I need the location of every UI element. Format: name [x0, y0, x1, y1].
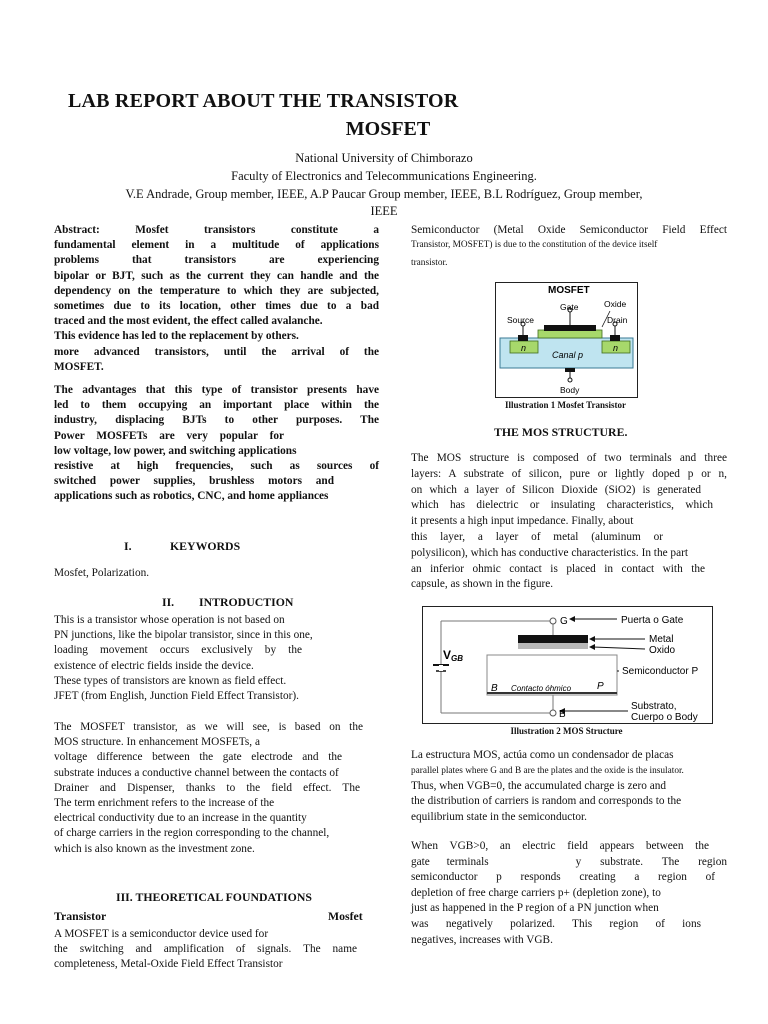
after-fig2-p2-line-3: semiconductor p responds creating a region of — [411, 871, 715, 884]
abstract-p2-line-4-text: Power MOSFETs are very popular for — [54, 429, 285, 442]
after-fig2-line-5: equilibrium state in the semiconductor. — [411, 810, 588, 823]
abstract-paragraph-2 — [54, 383, 379, 505]
authors-line-1: V.E Andrade, Group member, IEEE, A.P Paucar Group member, IEEE, B.L Rodríguez, Group member, — [125, 187, 643, 201]
authors-line-2: IEEE — [370, 204, 398, 218]
intro-p2-line-3: voltage difference between the gate electrode and the — [54, 751, 342, 764]
introduction-paragraph-1 — [54, 613, 379, 704]
abstract-line-3: problems that transistors are experiencing — [54, 254, 379, 267]
abstract-p2-line-3: industry, displacing BJTs to other purposes. The — [54, 414, 379, 427]
mos-line-1: The MOS structure is composed of two terminals and three — [411, 452, 727, 464]
after-fig2-p2-line-7: negatives, increases with VGB. — [411, 933, 553, 946]
fig2-g-terminal — [550, 618, 556, 624]
fig2-substrato-label: Substrato, — [631, 701, 677, 712]
intro-p1-line-6: JFET (from English, Junction Field Effect Transistor). — [54, 690, 299, 703]
fig2-oxido-label: Oxido — [649, 645, 676, 656]
intro-p1-line-5: These types of transistors are known as field effect. — [54, 674, 287, 687]
mos-line-2: layers: A substrate of silicon, pure or lightly doped p or n, — [411, 467, 727, 480]
abstract-line-6: sometimes due to its location, other times due to a bad — [54, 300, 379, 313]
university: National University of Chimborazo — [295, 151, 473, 165]
intro-p1-line-1: This is a transistor whose operation is not based on — [54, 614, 285, 626]
figure-1-mosfet — [495, 282, 638, 398]
after-fig2-p2-line-4: depletion of free charge carriers p+ (depletion zone), to — [411, 886, 661, 899]
intro-p2-line-1: The MOSFET transistor, as we will see, is based on the — [54, 721, 363, 733]
figure-1-caption: Illustration 1 Mosfet Transistor — [505, 400, 626, 410]
fig1-source-label: Source — [507, 315, 534, 325]
mos-line-6: this layer, a layer of metal (aluminum or — [411, 530, 663, 543]
right-top-line-3: transistor. — [411, 257, 448, 268]
after-figure-2-paragraph-2 — [411, 839, 727, 948]
keywords-num: I. — [124, 539, 132, 553]
fig2-vgb-sub: GB — [451, 654, 464, 663]
fig2-p-label: P — [597, 681, 604, 692]
abstract-line — [54, 223, 379, 238]
title-line-1: LAB REPORT ABOUT THE TRANSISTOR — [68, 90, 459, 112]
fig1-body-terminal — [568, 378, 572, 382]
theory-line-3: completeness, Metal-Oxide Field Effect Transistor — [54, 958, 283, 971]
theory-sub-left: Transistor — [54, 909, 107, 923]
fig1-canal-label: Canal p — [552, 350, 584, 360]
intro-p2-line-6: The term enrichment refers to the increase of the — [54, 797, 275, 810]
abstract-line-7: traced and the most evident, the effect called avalanche. — [54, 315, 323, 328]
abstract-p2-line-7: switched power supplies, brushless motors and — [54, 475, 334, 488]
abstract-p2-line-5: low voltage, low power, and switching applications — [54, 444, 297, 457]
intro-p2-line-4: substrate induces a conductive channel between the contacts of — [54, 766, 339, 779]
figure-2-mos-structure — [422, 606, 713, 724]
abstract — [54, 223, 379, 375]
fig1-n-right-label: n — [613, 343, 619, 353]
fig2-arrow-oxide-head — [589, 644, 595, 650]
right-top-line-2: Transistor, MOSFET) is due to the constitution of the device itself — [411, 240, 658, 251]
after-fig2-line-4: the distribution of carriers is random and corresponds to the — [411, 795, 682, 808]
theory-line-1: A MOSFET is a semiconductor device used for — [54, 928, 269, 940]
fig1-n-left-label: n — [521, 343, 527, 353]
fig1-oxide — [538, 330, 602, 338]
figure-2-caption: Illustration 2 MOS Structure — [510, 726, 623, 736]
fig2-g-label: G — [560, 616, 568, 627]
abstract-line-2: fundamental element in a multitude of applications — [54, 239, 379, 252]
after-fig2-p2-line-6: was negatively polarized. This region of ions — [411, 917, 701, 930]
mosfet-diagram — [496, 283, 637, 397]
abstract-line-8: This evidence has led to the replacement by others. — [54, 330, 299, 343]
fig2-metal-label: Metal — [649, 634, 674, 645]
mos-line-5: it presents a high input impedance. Finally, about — [411, 515, 634, 528]
fig1-gate-label: Gate — [560, 302, 579, 312]
mos-line-4: which has dielectric or insulating characteristics, which — [411, 499, 713, 512]
fig2-vgb-main: V — [443, 648, 452, 662]
abstract-line-1: Mosfet transistors constitute a — [135, 224, 380, 236]
fig2-cuerpo-label: Cuerpo o Body — [631, 712, 698, 723]
fig1-body-contact — [565, 368, 575, 372]
fig2-b-bottom-label: B — [559, 709, 566, 720]
fig2-arrow-gate-head — [569, 616, 575, 622]
intro-p2-line-9: which is also known as the investment zone. — [54, 842, 255, 855]
intro-p2-line-5: Drainer and Dispenser, thanks to the field effect. The — [54, 781, 360, 794]
abstract-line-4: bipolar or BJT, such as the current they can handle and the — [54, 269, 379, 282]
mos-line-7: polysilicon), which has conductive characteristics. In the part — [411, 546, 688, 559]
after-fig2-p2-line-5: just as happened in the P region of a PN junction when — [411, 902, 659, 915]
fig1-body-label: Body — [560, 385, 580, 395]
abstract-p2-line-2: led to them occupying an important place within the — [54, 399, 379, 412]
theory-heading: III. THEORETICAL FOUNDATIONS — [116, 890, 312, 904]
mos-line-9: capsule, as shown in the figure. — [411, 578, 554, 591]
intro-p2-line-7: electrical conductivity due to an increase in the quantity — [54, 812, 307, 825]
fig1-drain-contact — [610, 335, 620, 341]
title-line-2-text: MOSFET — [345, 118, 431, 140]
fig1-oxide-label: Oxide — [604, 299, 627, 309]
intro-p2-line-2: MOS structure. In enhancement MOSFETs, a — [54, 736, 260, 749]
fig2-oxide — [518, 643, 588, 649]
fig2-semi-label: Semiconductor P — [622, 666, 699, 677]
abstract-p2-line-1: The advantages that this type of transistor presents have — [54, 384, 379, 396]
fig2-arrow-oxide — [593, 647, 645, 649]
fig2-arrow-metal-head — [589, 636, 595, 642]
theory-text — [54, 927, 379, 973]
after-fig2-line-2: parallel plates where G and B are the plates and the oxide is the insulator. — [411, 766, 684, 777]
fig1-title: MOSFET — [548, 285, 590, 296]
abstract-p2-line-4 — [54, 429, 379, 444]
fig2-contacto-label: Contacto óhmico — [511, 684, 572, 693]
fig2-metal — [518, 635, 588, 643]
mos-structure-text — [411, 451, 727, 593]
fig1-drain-label: Drain — [607, 315, 628, 325]
fig1-source-contact — [518, 335, 528, 341]
intro-p1-line-2: PN junctions, like the bipolar transistor, since in this one, — [54, 629, 313, 642]
intro-p1-line-4: existence of electric fields inside the device. — [54, 659, 254, 672]
abstract-label: Abstract: — [54, 224, 100, 236]
after-fig2-line-1: La estructura MOS, actúa como un condensador de placas — [411, 749, 674, 761]
intro-p2-line-8: of charge carriers in the region corresponding to the channel, — [54, 827, 330, 840]
fig2-vgb-label — [443, 648, 463, 663]
introduction-num: II. — [162, 595, 175, 609]
abstract-p2-line-8: applications such as robotics, CNC, and home appliances — [54, 490, 329, 503]
after-fig2-p2-line-2a: gate terminals — [411, 855, 489, 868]
after-fig2-p2-line-2 — [411, 855, 727, 871]
after-figure-2-text — [411, 748, 727, 825]
introduction-paragraph-2 — [54, 720, 379, 857]
abstract-p2-line-6: resistive at high frequencies, such as sources of — [54, 460, 379, 473]
fig2-b-left-label: B — [491, 683, 498, 694]
fig2-puerta-label: Puerta o Gate — [621, 615, 684, 626]
title-line-2 — [0, 118, 768, 141]
mos-structure-diagram — [423, 607, 712, 723]
fig1-gate-metal — [544, 325, 596, 331]
abstract-line-10: MOSFET. — [54, 360, 104, 373]
intro-p1-line-3: loading movement occurs exclusively by the — [54, 644, 302, 657]
right-top-line-1: Semiconductor (Metal Oxide Semiconductor Field Effect — [411, 224, 727, 236]
after-fig2-p2-line-2b: y substrate. The region — [575, 855, 727, 868]
abstract-line-9: more advanced transistors, until the arrival of the — [54, 345, 379, 358]
after-fig2-p2-line-1: When VGB>0, an electric field appears between the — [411, 840, 709, 852]
fig2-battery-gap — [439, 665, 443, 671]
mos-structure-heading: THE MOS STRUCTURE. — [494, 425, 628, 439]
mos-line-3: on which a layer of Silicon Dioxide (SiO2) is generated — [411, 483, 701, 496]
theory-sub-right: Mosfet — [328, 909, 363, 923]
introduction-heading: INTRODUCTION — [199, 595, 294, 609]
after-fig2-line-3: Thus, when VGB=0, the accumulated charge is zero and — [411, 780, 667, 793]
mos-line-8: an inferior ohmic contact is placed in contact with the — [411, 562, 705, 575]
fig2-b-terminal — [550, 710, 556, 716]
abstract-line-5: dependency on the temperature to which they are subjected, — [54, 284, 379, 297]
keywords-heading: KEYWORDS — [170, 539, 241, 553]
keywords-text: Mosfet, Polarization. — [54, 567, 150, 579]
right-top-text — [411, 223, 727, 272]
theory-line-2: the switching and amplification of signals. The name — [54, 943, 357, 956]
faculty: Faculty of Electronics and Telecommunications Engineering. — [231, 169, 537, 183]
